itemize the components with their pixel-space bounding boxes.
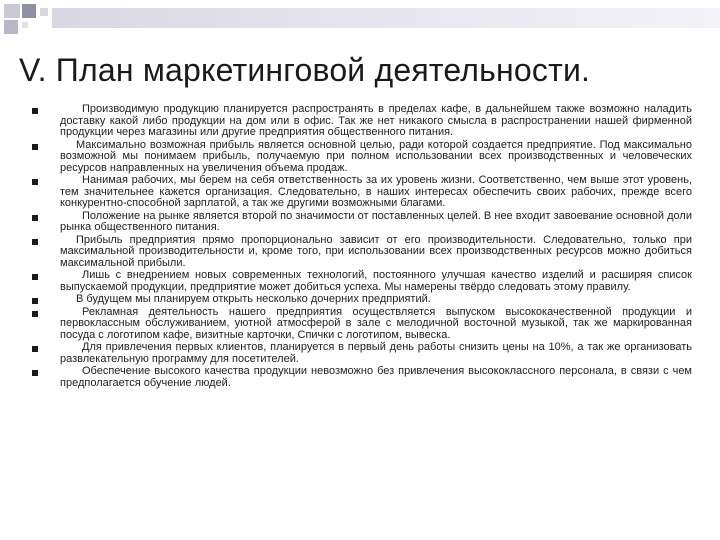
bullet-item xyxy=(30,235,692,270)
bullet-item xyxy=(30,342,692,365)
square-bullet-icon xyxy=(32,311,38,317)
square-bullet-icon xyxy=(32,144,38,150)
decorative-square xyxy=(40,8,48,16)
square-bullet-icon xyxy=(32,370,38,376)
bullet-text: Положение на рынке является второй по значимости от поставленных целей. В нее входит завоевание основной доли рынка общественного питания. xyxy=(60,209,692,233)
bullet-item xyxy=(30,270,692,293)
square-bullet-icon xyxy=(32,274,38,280)
slide-title: V. План маркетинговой деятельности. xyxy=(19,52,591,88)
bullet-text: Прибыль предприятия прямо пропорционально зависит от его производительности. Следовательно, только при максимальной производительности и, кроме того, при использовании всех производственных ресурсов можно добиться максимальной прибыли. xyxy=(60,233,692,269)
bullet-item xyxy=(30,175,692,210)
square-bullet-icon xyxy=(32,239,38,245)
square-bullet-icon xyxy=(32,179,38,185)
bullet-text: Обеспечение высокого качества продукции невозможно без привлечения высококлассного персонала, в связи с чем предполагается обучение людей. xyxy=(60,365,692,389)
bullet-item xyxy=(30,366,692,389)
bullet-text: Рекламная деятельность нашего предприятия осуществляется выпуском высококачественной продукции и первоклассным обслуживанием, уютной атмосферой в зале с мелодичной восточной музыкой, так же маркированная посуда с логотипом кафе, визитные карточки, Спички с логотипом, вывеска. xyxy=(60,305,692,341)
square-bullet-icon xyxy=(32,298,38,304)
header-band xyxy=(52,8,720,28)
decorative-square xyxy=(4,4,20,18)
bullet-item xyxy=(30,307,692,342)
square-bullet-icon xyxy=(32,346,38,352)
bullet-text: Лишь с внедрением новых современных технологий, постоянного улучшая качество изделий и расширяя список выпускаемой продукции, предприятие может добиться успеха. Мы намерены твёрдо следовать этому правилу. xyxy=(60,269,692,293)
square-bullet-icon xyxy=(32,215,38,221)
decorative-squares xyxy=(0,0,60,40)
bullet-item xyxy=(30,294,692,306)
bullet-list xyxy=(30,104,692,390)
square-bullet-icon xyxy=(32,108,38,114)
bullet-text: Производимую продукцию планируется распространять в пределах кафе, в дальнейшем также возможно наладить доставку какой либо продукции на дом или в офис. Так же нет никакого смысла в распространении нашей фирменной продукции через магазины или другие предприятия общественного питания. xyxy=(60,103,692,138)
bullet-text: Нанимая рабочих, мы берем на себя ответственность за их уровень жизни. Соответственно, чем выше этот уровень, тем значительнее кажется организация. Следовательно, в наших интересах обеспечить своих рабочих, прежде всего конкурентно-способной зарплатой, а так же другими возможными благами. xyxy=(60,174,692,209)
bullet-text: Максимально возможная прибыль является основной целью, ради которой создается предприятие. Под максимально возможной мы понимаем прибыль, получаемую при полном использовании всех производственных и человеческих ресурсов направленных на увеличения объема продаж. xyxy=(60,138,692,174)
bullet-item xyxy=(30,211,692,234)
decorative-square xyxy=(22,22,28,28)
bullet-item xyxy=(30,104,692,139)
decorative-square xyxy=(22,4,36,18)
decorative-square xyxy=(4,20,18,34)
bullet-text: В будущем мы планируем открыть несколько дочерних предприятий. xyxy=(76,293,431,305)
bullet-text: Для привлечения первых клиентов, планируется в первый день работы снизить цены на 10%, а так же организовать развлекательную программу для посетителей. xyxy=(60,341,692,365)
bullet-item xyxy=(30,140,692,175)
